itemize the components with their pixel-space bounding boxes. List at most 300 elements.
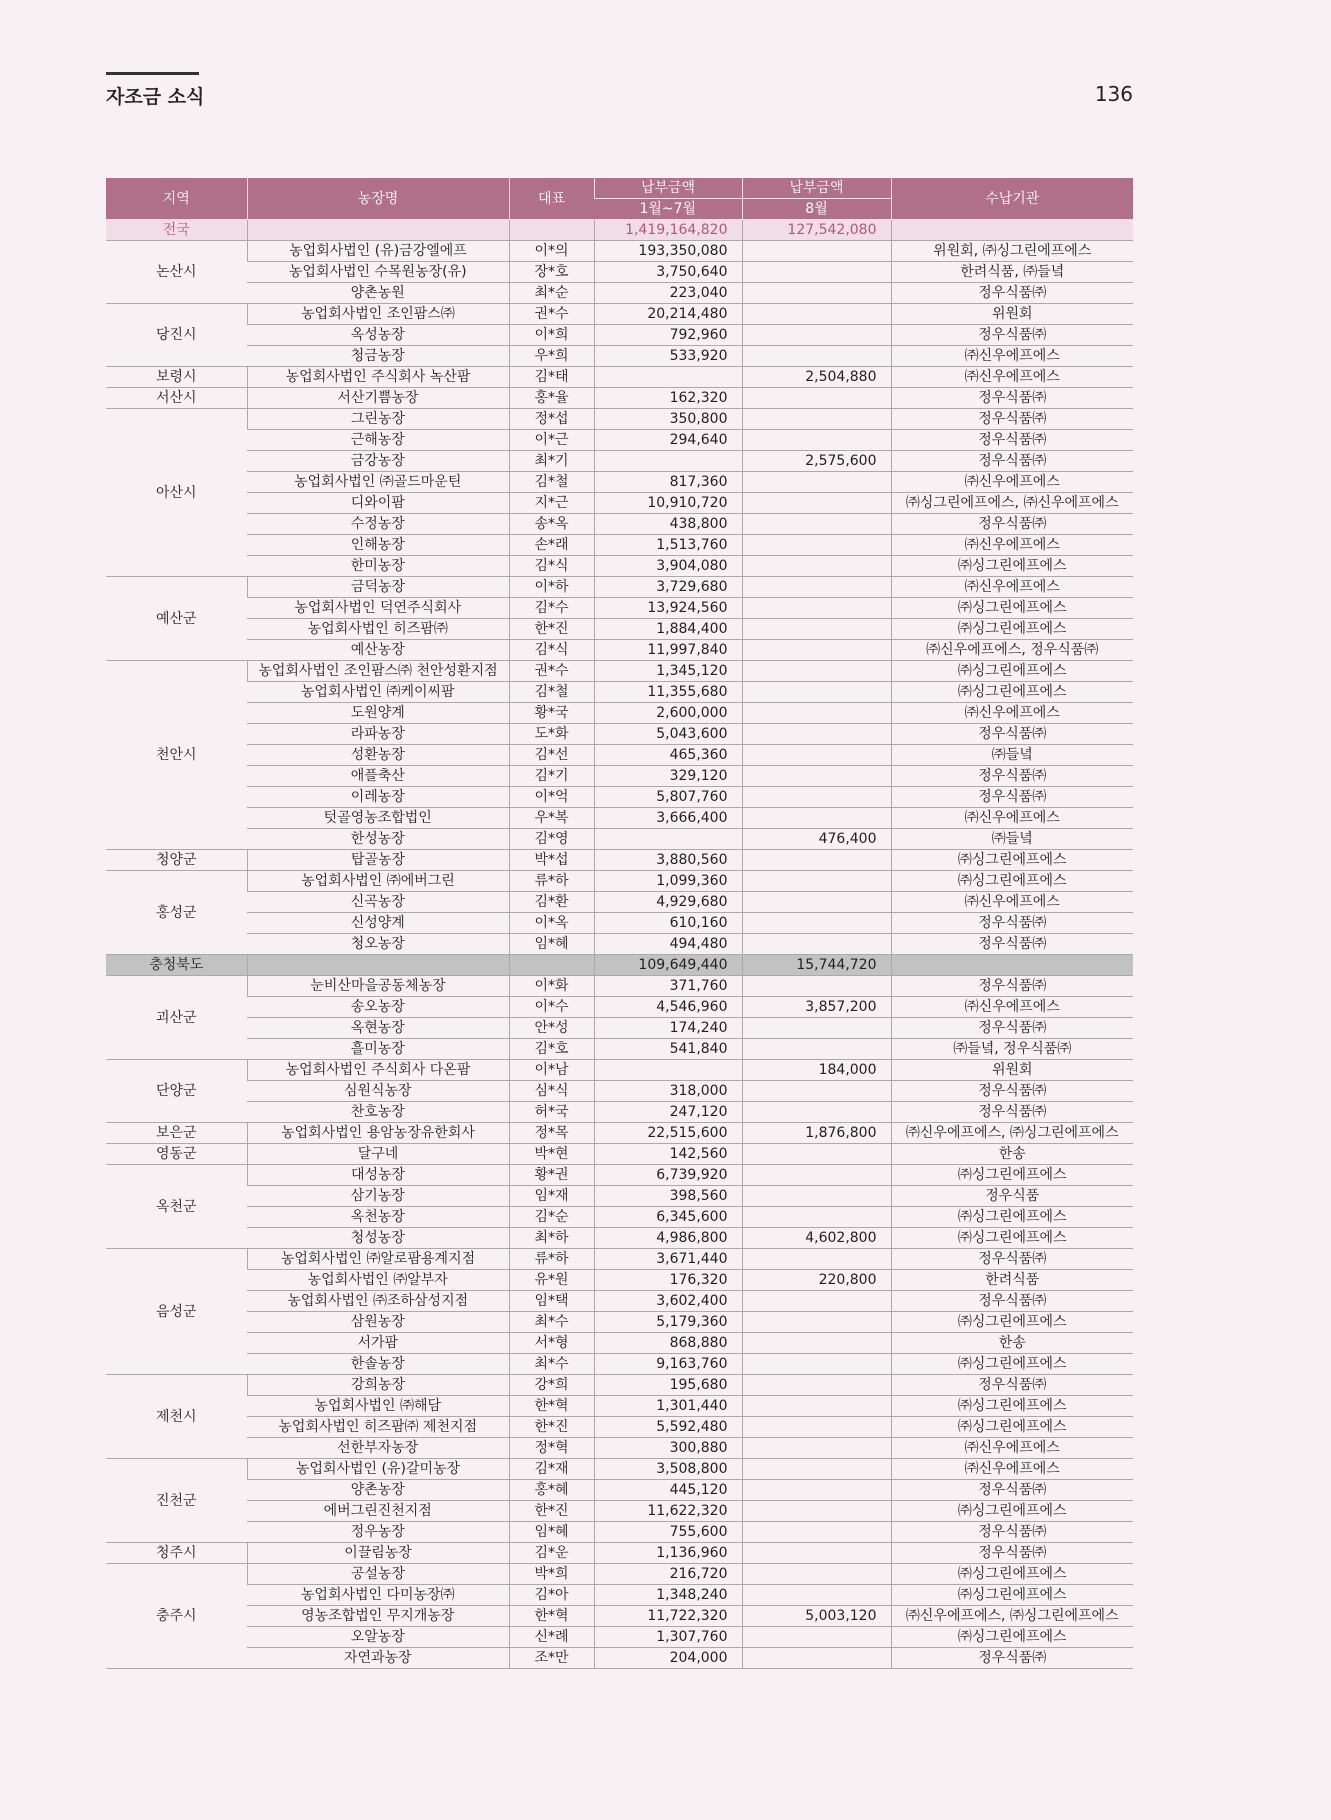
agency-cell: 위원회, ㈜싱그린에프에스 bbox=[891, 241, 1133, 262]
amount-jan-jul-cell: 216,720 bbox=[594, 1564, 742, 1585]
amount-aug-cell bbox=[742, 1417, 891, 1438]
payment-table bbox=[106, 178, 1133, 1669]
amount-jan-jul-cell: 398,560 bbox=[594, 1186, 742, 1207]
agency-cell: 정우식품㈜ bbox=[891, 766, 1133, 787]
table-row bbox=[106, 1228, 1133, 1249]
agency-cell: ㈜신우에프에스 bbox=[891, 892, 1133, 913]
amount-jan-jul-cell: 204,000 bbox=[594, 1648, 742, 1669]
table-row bbox=[106, 997, 1133, 1018]
table-body bbox=[106, 220, 1133, 1669]
table-row bbox=[106, 1291, 1133, 1312]
amount-aug-cell bbox=[742, 346, 891, 367]
amount-jan-jul-cell: 1,136,960 bbox=[594, 1543, 742, 1564]
region-cell: 보은군 bbox=[106, 1123, 247, 1144]
amount-aug-cell bbox=[742, 1501, 891, 1522]
farm-name-cell: 삼원농장 bbox=[247, 1312, 509, 1333]
farm-name-cell: 한미농장 bbox=[247, 556, 509, 577]
representative-cell: 김*식 bbox=[509, 556, 594, 577]
agency-cell: 정우식품㈜ bbox=[891, 1018, 1133, 1039]
agency-cell: 한송 bbox=[891, 1144, 1133, 1165]
representative-cell: 정*목 bbox=[509, 1123, 594, 1144]
table-row bbox=[106, 283, 1133, 304]
amount-aug-cell bbox=[742, 1564, 891, 1585]
table-row bbox=[106, 304, 1133, 325]
table-row bbox=[106, 598, 1133, 619]
farm-name-cell: 그린농장 bbox=[247, 409, 509, 430]
amount-aug-cell bbox=[742, 388, 891, 409]
farm-name-cell: 오알농장 bbox=[247, 1627, 509, 1648]
amount-aug-cell bbox=[742, 1144, 891, 1165]
farm-name-cell: 흘미농장 bbox=[247, 1039, 509, 1060]
farm-name-cell: 농업회사법인 ㈜케이씨팜 bbox=[247, 682, 509, 703]
farm-name-cell: 공설농장 bbox=[247, 1564, 509, 1585]
agency-cell: 한려식품 bbox=[891, 1270, 1133, 1291]
representative-cell: 박*현 bbox=[509, 1144, 594, 1165]
farm-name-cell: 대성농장 bbox=[247, 1165, 509, 1186]
amount-jan-jul-cell: 350,800 bbox=[594, 409, 742, 430]
amount-jan-jul-cell bbox=[594, 451, 742, 472]
region-cell: 전국 bbox=[106, 220, 247, 241]
representative-cell: 조*만 bbox=[509, 1648, 594, 1669]
representative-cell: 김*태 bbox=[509, 367, 594, 388]
agency-cell: ㈜싱그린에프에스 bbox=[891, 1165, 1133, 1186]
table-row bbox=[106, 1501, 1133, 1522]
region-cell: 서산시 bbox=[106, 388, 247, 409]
amount-aug-cell bbox=[742, 1312, 891, 1333]
amount-jan-jul-cell: 223,040 bbox=[594, 283, 742, 304]
farm-name-cell: 양촌농장 bbox=[247, 1480, 509, 1501]
amount-jan-jul-cell: 3,750,640 bbox=[594, 262, 742, 283]
farm-name-cell: 신성양계 bbox=[247, 913, 509, 934]
agency-cell: ㈜들녘 bbox=[891, 745, 1133, 766]
farm-name-cell: 농업회사법인 조인팜스㈜ 천안성환지점 bbox=[247, 661, 509, 682]
agency-cell bbox=[891, 955, 1133, 976]
amount-jan-jul-cell: 1,099,360 bbox=[594, 871, 742, 892]
amount-jan-jul-cell: 142,560 bbox=[594, 1144, 742, 1165]
representative-cell: 김*식 bbox=[509, 640, 594, 661]
amount-jan-jul-cell: 318,000 bbox=[594, 1081, 742, 1102]
farm-name-cell: 이끌림농장 bbox=[247, 1543, 509, 1564]
table-row bbox=[106, 1396, 1133, 1417]
amount-aug-cell: 127,542,080 bbox=[742, 220, 891, 241]
farm-name-cell: 예산농장 bbox=[247, 640, 509, 661]
agency-cell: 정우식품㈜ bbox=[891, 724, 1133, 745]
table-row bbox=[106, 1165, 1133, 1186]
representative-cell: 이*수 bbox=[509, 997, 594, 1018]
amount-jan-jul-cell: 329,120 bbox=[594, 766, 742, 787]
amount-aug-cell bbox=[742, 850, 891, 871]
section-title: 자조금 소식 bbox=[106, 86, 205, 108]
table-row bbox=[106, 871, 1133, 892]
amount-aug-cell bbox=[742, 283, 891, 304]
amount-jan-jul-cell: 11,722,320 bbox=[594, 1606, 742, 1627]
agency-cell: ㈜신우에프에스 bbox=[891, 808, 1133, 829]
representative-cell: 임*혜 bbox=[509, 1522, 594, 1543]
representative-cell: 강*희 bbox=[509, 1375, 594, 1396]
amount-jan-jul-cell: 247,120 bbox=[594, 1102, 742, 1123]
amount-aug-cell bbox=[742, 1585, 891, 1606]
agency-cell: 정우식품㈜ bbox=[891, 1543, 1133, 1564]
agency-cell: 정우식품㈜ bbox=[891, 409, 1133, 430]
farm-name-cell: 옥현농장 bbox=[247, 1018, 509, 1039]
table-row bbox=[106, 1627, 1133, 1648]
farm-name-cell: 농업회사법인 ㈜해담 bbox=[247, 1396, 509, 1417]
farm-name-cell: 수정농장 bbox=[247, 514, 509, 535]
farm-name-cell: 도원양계 bbox=[247, 703, 509, 724]
farm-name-cell: 농업회사법인 히즈팜㈜ bbox=[247, 619, 509, 640]
amount-jan-jul-cell: 3,508,800 bbox=[594, 1459, 742, 1480]
agency-cell: 정우식품㈜ bbox=[891, 1102, 1133, 1123]
representative-cell: 이*남 bbox=[509, 1060, 594, 1081]
farm-name-cell: 눈비산마을공동체농장 bbox=[247, 976, 509, 997]
region-cell: 보령시 bbox=[106, 367, 247, 388]
farm-name-cell: 금덕농장 bbox=[247, 577, 509, 598]
agency-cell: 한송 bbox=[891, 1333, 1133, 1354]
agency-cell: 정우식품 bbox=[891, 1186, 1133, 1207]
region-cell: 홍성군 bbox=[106, 871, 247, 955]
amount-jan-jul-cell: 1,307,760 bbox=[594, 1627, 742, 1648]
representative-cell: 류*하 bbox=[509, 871, 594, 892]
amount-aug-cell bbox=[742, 640, 891, 661]
farm-name-cell: 애플축산 bbox=[247, 766, 509, 787]
representative-cell: 김*철 bbox=[509, 682, 594, 703]
farm-name-cell: 청성농장 bbox=[247, 1228, 509, 1249]
amount-aug-cell bbox=[742, 1081, 891, 1102]
representative-cell: 박*섭 bbox=[509, 850, 594, 871]
amount-aug-cell bbox=[742, 661, 891, 682]
farm-name-cell: 농업회사법인 ㈜알로팜용계지점 bbox=[247, 1249, 509, 1270]
table-row bbox=[106, 766, 1133, 787]
table-row bbox=[106, 1333, 1133, 1354]
table-row bbox=[106, 1438, 1133, 1459]
representative-cell: 김*운 bbox=[509, 1543, 594, 1564]
region-cell: 영동군 bbox=[106, 1144, 247, 1165]
farm-name-cell: 농업회사법인 ㈜골드마운틴 bbox=[247, 472, 509, 493]
agency-cell: 정우식품㈜ bbox=[891, 934, 1133, 955]
amount-aug-cell bbox=[742, 871, 891, 892]
table-row bbox=[106, 892, 1133, 913]
representative-cell: 황*권 bbox=[509, 1165, 594, 1186]
agency-cell: ㈜신우에프에스 bbox=[891, 997, 1133, 1018]
amount-aug-cell: 5,003,120 bbox=[742, 1606, 891, 1627]
amount-jan-jul-cell: 11,355,680 bbox=[594, 682, 742, 703]
amount-jan-jul-cell: 4,986,800 bbox=[594, 1228, 742, 1249]
amount-aug-cell bbox=[742, 1396, 891, 1417]
farm-name-cell: 성환농장 bbox=[247, 745, 509, 766]
amount-aug-cell bbox=[742, 619, 891, 640]
table-row bbox=[106, 577, 1133, 598]
farm-name-cell: 신곡농장 bbox=[247, 892, 509, 913]
region-cell: 천안시 bbox=[106, 661, 247, 850]
amount-aug-cell: 476,400 bbox=[742, 829, 891, 850]
farm-name-cell: 농업회사법인 히즈팜㈜ 제천지점 bbox=[247, 1417, 509, 1438]
page-number: 136 bbox=[1094, 82, 1133, 106]
agency-cell: 정우식품㈜ bbox=[891, 787, 1133, 808]
amount-jan-jul-cell: 868,880 bbox=[594, 1333, 742, 1354]
agency-cell: ㈜싱그린에프에스 bbox=[891, 682, 1133, 703]
representative-cell: 한*혁 bbox=[509, 1606, 594, 1627]
amount-jan-jul-cell: 5,179,360 bbox=[594, 1312, 742, 1333]
table-row bbox=[106, 619, 1133, 640]
amount-jan-jul-cell: 1,884,400 bbox=[594, 619, 742, 640]
col-amount-1: 납부금액 bbox=[594, 178, 742, 199]
agency-cell: ㈜싱그린에프에스 bbox=[891, 1228, 1133, 1249]
farm-name-cell: 농업회사법인 조인팜스㈜ bbox=[247, 304, 509, 325]
amount-jan-jul-cell: 1,348,240 bbox=[594, 1585, 742, 1606]
region-cell: 청양군 bbox=[106, 850, 247, 871]
representative-cell: 홍*혜 bbox=[509, 1480, 594, 1501]
table-row bbox=[106, 451, 1133, 472]
amount-jan-jul-cell: 10,910,720 bbox=[594, 493, 742, 514]
representative-cell: 안*성 bbox=[509, 1018, 594, 1039]
amount-aug-cell bbox=[742, 682, 891, 703]
agency-cell: 정우식품㈜ bbox=[891, 1648, 1133, 1669]
agency-cell: 정우식품㈜ bbox=[891, 451, 1133, 472]
agency-cell: 정우식품㈜ bbox=[891, 430, 1133, 451]
agency-cell: 정우식품㈜ bbox=[891, 976, 1133, 997]
farm-name-cell: 농업회사법인 ㈜에버그린 bbox=[247, 871, 509, 892]
amount-aug-cell: 2,575,600 bbox=[742, 451, 891, 472]
table-row bbox=[106, 346, 1133, 367]
amount-jan-jul-cell: 300,880 bbox=[594, 1438, 742, 1459]
amount-jan-jul-cell: 195,680 bbox=[594, 1375, 742, 1396]
representative-cell: 정*섭 bbox=[509, 409, 594, 430]
amount-aug-cell bbox=[742, 808, 891, 829]
agency-cell: 정우식품㈜ bbox=[891, 913, 1133, 934]
agency-cell: ㈜신우에프에스 bbox=[891, 1459, 1133, 1480]
representative-cell: 이*화 bbox=[509, 976, 594, 997]
table-row bbox=[106, 787, 1133, 808]
representative-cell: 임*택 bbox=[509, 1291, 594, 1312]
amount-jan-jul-cell: 193,350,080 bbox=[594, 241, 742, 262]
amount-aug-cell: 1,876,800 bbox=[742, 1123, 891, 1144]
amount-aug-cell bbox=[742, 1627, 891, 1648]
farm-name-cell: 농업회사법인 ㈜조하삼성지점 bbox=[247, 1291, 509, 1312]
amount-jan-jul-cell: 465,360 bbox=[594, 745, 742, 766]
amount-jan-jul-cell: 817,360 bbox=[594, 472, 742, 493]
farm-name-cell: 근해농장 bbox=[247, 430, 509, 451]
amount-jan-jul-cell: 6,345,600 bbox=[594, 1207, 742, 1228]
amount-jan-jul-cell: 3,602,400 bbox=[594, 1291, 742, 1312]
agency-cell: ㈜싱그린에프에스 bbox=[891, 1207, 1133, 1228]
table-row bbox=[106, 1186, 1133, 1207]
amount-aug-cell bbox=[742, 409, 891, 430]
agency-cell: ㈜싱그린에프에스 bbox=[891, 1354, 1133, 1375]
representative-cell: 김*철 bbox=[509, 472, 594, 493]
amount-jan-jul-cell: 13,924,560 bbox=[594, 598, 742, 619]
farm-name-cell: 한성농장 bbox=[247, 829, 509, 850]
table-row bbox=[106, 325, 1133, 346]
amount-jan-jul-cell: 1,419,164,820 bbox=[594, 220, 742, 241]
amount-jan-jul-cell: 1,513,760 bbox=[594, 535, 742, 556]
amount-jan-jul-cell: 494,480 bbox=[594, 934, 742, 955]
farm-name-cell: 강희농장 bbox=[247, 1375, 509, 1396]
representative-cell: 한*진 bbox=[509, 1501, 594, 1522]
farm-name-cell: 농업회사법인 주식회사 녹산팜 bbox=[247, 367, 509, 388]
agency-cell: ㈜신우에프에스 bbox=[891, 1438, 1133, 1459]
col-period-jan-jul: 1월~7월 bbox=[594, 199, 742, 220]
representative-cell: 김*영 bbox=[509, 829, 594, 850]
amount-jan-jul-cell: 3,729,680 bbox=[594, 577, 742, 598]
table-row bbox=[106, 1522, 1133, 1543]
amount-jan-jul-cell: 109,649,440 bbox=[594, 955, 742, 976]
region-cell: 괴산군 bbox=[106, 976, 247, 1060]
amount-jan-jul-cell: 3,880,560 bbox=[594, 850, 742, 871]
table-row bbox=[106, 1312, 1133, 1333]
amount-jan-jul-cell: 5,807,760 bbox=[594, 787, 742, 808]
amount-aug-cell bbox=[742, 1186, 891, 1207]
table-row bbox=[106, 1249, 1133, 1270]
amount-jan-jul-cell: 176,320 bbox=[594, 1270, 742, 1291]
amount-aug-cell bbox=[742, 1039, 891, 1060]
agency-cell: ㈜신우에프에스 bbox=[891, 367, 1133, 388]
farm-name-cell: 한솔농장 bbox=[247, 1354, 509, 1375]
table-row bbox=[106, 1018, 1133, 1039]
representative-cell: 지*근 bbox=[509, 493, 594, 514]
representative-cell: 최*순 bbox=[509, 283, 594, 304]
region-cell: 음성군 bbox=[106, 1249, 247, 1375]
table-row bbox=[106, 409, 1133, 430]
table-row bbox=[106, 1606, 1133, 1627]
representative-cell: 유*원 bbox=[509, 1270, 594, 1291]
amount-jan-jul-cell: 6,739,920 bbox=[594, 1165, 742, 1186]
table-row bbox=[106, 913, 1133, 934]
amount-aug-cell bbox=[742, 577, 891, 598]
representative-cell: 황*국 bbox=[509, 703, 594, 724]
table-row bbox=[106, 1270, 1133, 1291]
representative-cell: 임*재 bbox=[509, 1186, 594, 1207]
farm-name-cell: 달구네 bbox=[247, 1144, 509, 1165]
farm-name-cell: 농업회사법인 ㈜알부자 bbox=[247, 1270, 509, 1291]
representative-cell: 최*수 bbox=[509, 1312, 594, 1333]
representative-cell: 김*재 bbox=[509, 1459, 594, 1480]
agency-cell: 정우식품㈜ bbox=[891, 514, 1133, 535]
representative-cell: 이*근 bbox=[509, 430, 594, 451]
amount-jan-jul-cell: 3,666,400 bbox=[594, 808, 742, 829]
col-rep: 대표 bbox=[509, 178, 594, 220]
representative-cell: 박*희 bbox=[509, 1564, 594, 1585]
agency-cell: ㈜싱그린에프에스 bbox=[891, 556, 1133, 577]
table-row bbox=[106, 1417, 1133, 1438]
table-row bbox=[106, 640, 1133, 661]
representative-cell: 우*복 bbox=[509, 808, 594, 829]
farm-name-cell: 양촌농원 bbox=[247, 283, 509, 304]
amount-jan-jul-cell: 755,600 bbox=[594, 1522, 742, 1543]
amount-aug-cell bbox=[742, 1249, 891, 1270]
table-row bbox=[106, 703, 1133, 724]
representative-cell: 이*옥 bbox=[509, 913, 594, 934]
farm-name-cell: 에버그린진천지점 bbox=[247, 1501, 509, 1522]
region-cell: 진천군 bbox=[106, 1459, 247, 1543]
table-row bbox=[106, 1543, 1133, 1564]
representative-cell: 손*래 bbox=[509, 535, 594, 556]
amount-jan-jul-cell: 3,904,080 bbox=[594, 556, 742, 577]
agency-cell: ㈜싱그린에프에스 bbox=[891, 619, 1133, 640]
table-row bbox=[106, 1144, 1133, 1165]
agency-cell: ㈜신우에프에스 bbox=[891, 703, 1133, 724]
farm-name-cell: 서가팜 bbox=[247, 1333, 509, 1354]
agency-cell: 정우식품㈜ bbox=[891, 1375, 1133, 1396]
farm-name-cell: 청금농장 bbox=[247, 346, 509, 367]
representative-cell bbox=[509, 955, 594, 976]
table-row bbox=[106, 1207, 1133, 1228]
table-row bbox=[106, 1060, 1133, 1081]
agency-cell: ㈜신우에프에스, ㈜싱그린에프에스 bbox=[891, 1123, 1133, 1144]
representative-cell: 정*혁 bbox=[509, 1438, 594, 1459]
representative-cell: 최*하 bbox=[509, 1228, 594, 1249]
region-cell: 단양군 bbox=[106, 1060, 247, 1123]
amount-jan-jul-cell: 20,214,480 bbox=[594, 304, 742, 325]
table-row bbox=[106, 661, 1133, 682]
farm-name-cell: 금강농장 bbox=[247, 451, 509, 472]
amount-aug-cell bbox=[742, 1375, 891, 1396]
representative-cell: 송*옥 bbox=[509, 514, 594, 535]
amount-jan-jul-cell: 4,929,680 bbox=[594, 892, 742, 913]
representative-cell: 김*선 bbox=[509, 745, 594, 766]
farm-name-cell bbox=[247, 220, 509, 241]
amount-jan-jul-cell: 5,043,600 bbox=[594, 724, 742, 745]
table-row bbox=[106, 556, 1133, 577]
representative-cell: 서*형 bbox=[509, 1333, 594, 1354]
amount-jan-jul-cell: 445,120 bbox=[594, 1480, 742, 1501]
table-header bbox=[106, 178, 1133, 220]
farm-name-cell: 정우농장 bbox=[247, 1522, 509, 1543]
col-amount-2: 납부금액 bbox=[742, 178, 891, 199]
amount-aug-cell bbox=[742, 514, 891, 535]
table-row bbox=[106, 367, 1133, 388]
amount-aug-cell bbox=[742, 892, 891, 913]
agency-cell: ㈜들녘 bbox=[891, 829, 1133, 850]
agency-cell: 정우식품㈜ bbox=[891, 1081, 1133, 1102]
table-row bbox=[106, 1123, 1133, 1144]
region-cell: 제천시 bbox=[106, 1375, 247, 1459]
farm-name-cell: 농업회사법인 용암농장유한회사 bbox=[247, 1123, 509, 1144]
amount-jan-jul-cell: 11,997,840 bbox=[594, 640, 742, 661]
farm-name-cell bbox=[247, 955, 509, 976]
table-row bbox=[106, 1564, 1133, 1585]
amount-aug-cell bbox=[742, 535, 891, 556]
amount-jan-jul-cell: 4,546,960 bbox=[594, 997, 742, 1018]
agency-cell: 한려식품, ㈜들녘 bbox=[891, 262, 1133, 283]
agency-cell: 위원회 bbox=[891, 1060, 1133, 1081]
amount-aug-cell bbox=[742, 472, 891, 493]
farm-name-cell: 옥천농장 bbox=[247, 1207, 509, 1228]
amount-jan-jul-cell: 1,301,440 bbox=[594, 1396, 742, 1417]
representative-cell: 김*호 bbox=[509, 1039, 594, 1060]
table-row bbox=[106, 388, 1133, 409]
agency-cell: ㈜신우에프에스 bbox=[891, 535, 1133, 556]
agency-cell: 정우식품㈜ bbox=[891, 1249, 1133, 1270]
amount-jan-jul-cell: 9,163,760 bbox=[594, 1354, 742, 1375]
col-region: 지역 bbox=[106, 178, 247, 220]
farm-name-cell: 자연과농장 bbox=[247, 1648, 509, 1669]
amount-aug-cell bbox=[742, 325, 891, 346]
table-row bbox=[106, 1102, 1133, 1123]
amount-aug-cell: 220,800 bbox=[742, 1270, 891, 1291]
agency-cell: ㈜싱그린에프에스 bbox=[891, 661, 1133, 682]
amount-jan-jul-cell: 3,671,440 bbox=[594, 1249, 742, 1270]
agency-cell: ㈜신우에프에스 bbox=[891, 577, 1133, 598]
amount-aug-cell bbox=[742, 1018, 891, 1039]
region-cell: 당진시 bbox=[106, 304, 247, 367]
farm-name-cell: 탑골농장 bbox=[247, 850, 509, 871]
amount-aug-cell bbox=[742, 598, 891, 619]
amount-aug-cell bbox=[742, 976, 891, 997]
col-farm: 농장명 bbox=[247, 178, 509, 220]
agency-cell: 정우식품㈜ bbox=[891, 1480, 1133, 1501]
farm-name-cell: 농업회사법인 (유)갈미농장 bbox=[247, 1459, 509, 1480]
table-row bbox=[106, 514, 1133, 535]
